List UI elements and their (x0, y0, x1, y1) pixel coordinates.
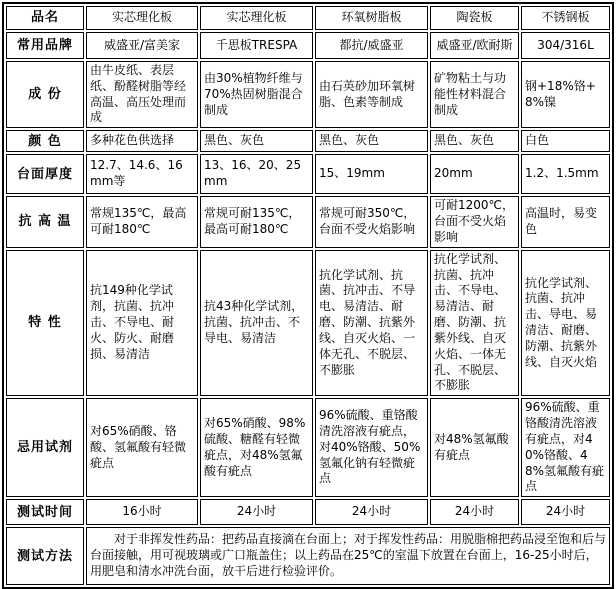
row-header-product-name: 品名 (6, 6, 84, 30)
row-header-color: 颜 色 (6, 130, 84, 152)
row-header-thickness: 台面厚度 (6, 154, 84, 194)
table-row-thickness (6, 154, 610, 194)
cell-brands-4: 威盛亚/欧耐斯 (430, 32, 519, 59)
cell-features-2: 抗43种化学试剂，抗菌、抗冲击、不导电、易清洁 (200, 250, 313, 396)
cell-brands-2: 千思板TRESPA (200, 32, 313, 59)
cell-color-4: 黑色、灰色 (430, 130, 519, 152)
table-row-product-name (6, 6, 610, 30)
row-header-test-time: 测试时间 (6, 499, 84, 525)
table-row-features (6, 250, 610, 396)
cell-color-5: 白色 (521, 130, 610, 152)
row-header-composition: 成 份 (6, 61, 84, 128)
cell-product-name-2: 实芯理化板 (200, 6, 313, 30)
cell-test-method: 对于非挥发性药品：把药品直接滴在台面上；对于挥发性药品：用脱脂棉把药品浸至饱和后与台面接触，用可视玻璃或广口瓶盖住；以上药品在25℃的室温下放置在台面上，16-25小时后，用肥皂和清水冲洗台面，放干后进行检验评价。 (86, 527, 610, 585)
table-row-brands (6, 32, 610, 59)
cell-heat-2: 常规可耐135℃，最高可耐180℃ (200, 196, 313, 247)
row-header-brands: 常用品牌 (6, 32, 84, 59)
cell-heat-5: 高温时，易变色 (521, 196, 610, 247)
cell-features-3: 抗化学试剂、抗菌、抗冲击、不导电、易清洁、耐磨、防潮、抗紫外线、自灭火焰、一体无孔、不脱层、不膨胀 (315, 250, 428, 396)
cell-test-time-2: 24小时 (200, 499, 313, 525)
table-row-heat-resistance (6, 196, 610, 247)
row-header-avoid-reagents: 忌用试剂 (6, 398, 84, 497)
cell-composition-1: 由牛皮纸、表层纸、酚醛树脂等经高温、高压处理而成 (86, 61, 198, 128)
cell-thickness-2: 13、16、20、25mm (200, 154, 313, 194)
cell-color-1: 多种花色供选择 (86, 130, 198, 152)
table-row-test-time (6, 499, 610, 525)
cell-avoid-3: 96%硫酸、重铬酸清洗溶液有疵点，对40%铬酸、50%氢氟化钠有轻微疵点 (315, 398, 428, 497)
cell-features-5: 抗化学试剂、抗菌、抗冲击、导电、易清洁、耐磨、防潮、抗紫外线、自灭火焰 (521, 250, 610, 396)
cell-avoid-2: 对65%硝酸、98%硫酸、糖醛有轻微疵点，对48%氢氟酸有疵点 (200, 398, 313, 497)
row-header-features: 特 性 (6, 250, 84, 396)
cell-product-name-1: 实芯理化板 (86, 6, 198, 30)
cell-color-3: 黑色、灰色 (315, 130, 428, 152)
table-row-color (6, 130, 610, 152)
cell-composition-3: 由石英砂加环氧树脂、色素等制成 (315, 61, 428, 128)
cell-avoid-4: 对48%氢氟酸有疵点 (430, 398, 519, 497)
cell-test-time-1: 16小时 (86, 499, 198, 525)
table-row-avoid-reagents (6, 398, 610, 497)
cell-composition-4: 矿物粘土与功能性材料混合制成 (430, 61, 519, 128)
cell-avoid-1: 对65%硝酸、铬酸、氢氟酸有轻微疵点 (86, 398, 198, 497)
cell-composition-5: 钢+18%铬+8%镍 (521, 61, 610, 128)
cell-brands-5: 304/316L (521, 32, 610, 59)
cell-product-name-5: 不锈钢板 (521, 6, 610, 30)
row-header-test-method: 测试方法 (6, 527, 84, 585)
row-header-heat-resistance: 抗 高 温 (6, 196, 84, 247)
cell-features-1: 抗149种化学试剂，抗菌、抗冲击、不导电、耐火、防火、耐磨损、易清洁 (86, 250, 198, 396)
table-row-composition (6, 61, 610, 128)
cell-features-4: 抗化学试剂、抗菌、抗冲击、不导电、易清洁、耐磨、防潮、抗紫外线、自灭火焰、一体无孔、不脱层、不膨胀 (430, 250, 519, 396)
cell-avoid-5: 96%硫酸、重铬酸清洗溶液有疵点，对40%铬酸、48%氢氟酸有疵点 (521, 398, 610, 497)
cell-product-name-4: 陶瓷板 (430, 6, 519, 30)
comparison-table (2, 2, 614, 589)
table-row-test-method (6, 527, 610, 585)
cell-heat-1: 常规135℃，最高可耐180℃ (86, 196, 198, 247)
cell-thickness-3: 15、19mm (315, 154, 428, 194)
cell-thickness-4: 20mm (430, 154, 519, 194)
cell-thickness-5: 1.2、1.5mm (521, 154, 610, 194)
cell-heat-3: 常规可耐350℃，台面不受火焰影响 (315, 196, 428, 247)
cell-thickness-1: 12.7、14.6、16mm等 (86, 154, 198, 194)
cell-product-name-3: 环氧树脂板 (315, 6, 428, 30)
cell-brands-1: 威盛亚/富美家 (86, 32, 198, 59)
cell-composition-2: 由30%植物纤维与70%热固树脂混合制成 (200, 61, 313, 128)
cell-color-2: 黑色、灰色 (200, 130, 313, 152)
cell-test-time-3: 24小时 (315, 499, 428, 525)
cell-test-time-5: 24小时 (521, 499, 610, 525)
cell-test-time-4: 24小时 (430, 499, 519, 525)
cell-brands-3: 都抗/威盛亚 (315, 32, 428, 59)
cell-heat-4: 可耐1200℃，台面不受火焰影响 (430, 196, 519, 247)
